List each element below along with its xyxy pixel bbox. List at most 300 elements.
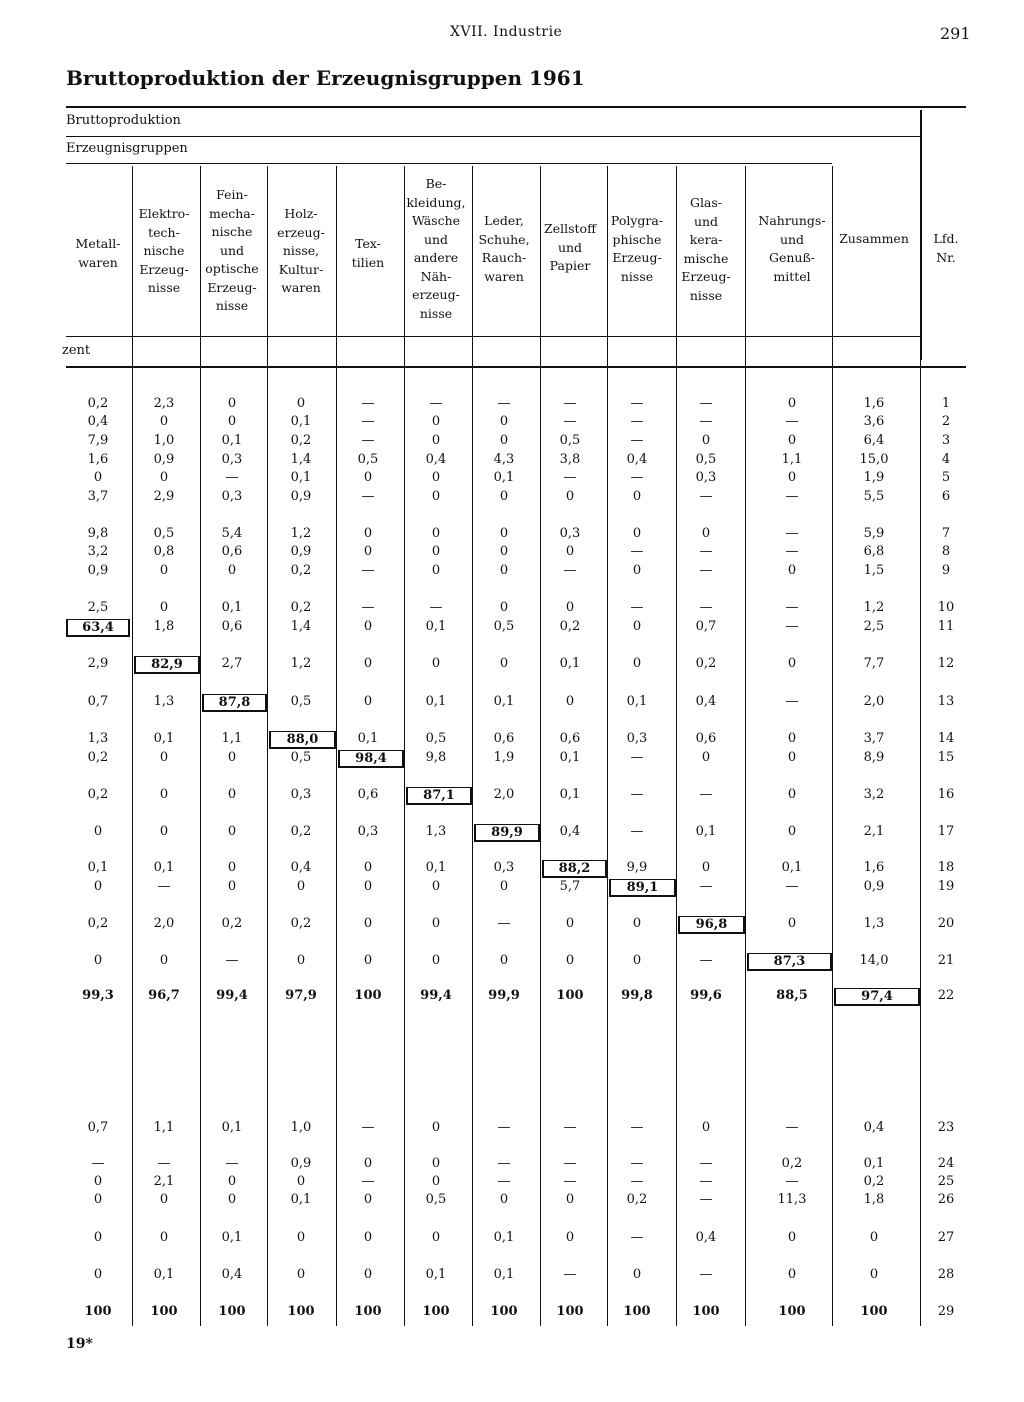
table-cell: 0 — [632, 953, 642, 968]
table-cell: 0,2 — [87, 750, 109, 765]
table-cell: 1,9 — [863, 470, 885, 485]
table-cell: 0,5 — [425, 731, 447, 746]
table-cell: 0 — [363, 694, 373, 709]
table-cell: 0,6 — [357, 787, 379, 802]
table-cell: 0 — [431, 544, 441, 559]
table-cell: 0 — [632, 916, 642, 931]
rule-group2 — [66, 163, 832, 164]
table-cell: 3,7 — [87, 489, 109, 504]
table-cell: 0 — [363, 1267, 373, 1282]
table-cell: 0 — [499, 563, 509, 578]
table-cell: 0 — [93, 1192, 103, 1207]
table-cell: — — [699, 414, 713, 429]
table-cell: — — [361, 563, 375, 578]
table-cell: 0,3 — [626, 731, 648, 746]
table-cell: 0 — [787, 433, 797, 448]
table-cell: 0 — [227, 414, 237, 429]
table-cell: 3,8 — [559, 452, 581, 467]
row-number: 4 — [941, 452, 951, 467]
table-cell: 0,4 — [425, 452, 447, 467]
table-cell: 9,8 — [425, 750, 447, 765]
column-divider — [336, 166, 337, 1326]
table-cell: 0 — [787, 563, 797, 578]
table-cell: 0 — [565, 694, 575, 709]
table-cell: 0 — [499, 414, 509, 429]
table-cell: 0,3 — [493, 860, 515, 875]
table-cell: 0 — [159, 824, 169, 839]
table-cell: 0 — [632, 563, 642, 578]
table-cell: 0 — [565, 600, 575, 615]
table-cell: 0,6 — [221, 544, 243, 559]
table-cell: 0 — [93, 470, 103, 485]
table-cell: — — [630, 600, 644, 615]
table-cell: — — [563, 396, 577, 411]
table-cell: 1,6 — [87, 452, 109, 467]
table-cell: — — [699, 544, 713, 559]
table-cell: 0,2 — [290, 600, 312, 615]
row-number: 12 — [937, 656, 955, 671]
table-cell: 0,2 — [290, 563, 312, 578]
table-cell: 0,5 — [695, 452, 717, 467]
table-cell: 0 — [701, 526, 711, 541]
table-cell: 1,3 — [425, 824, 447, 839]
table-cell: — — [630, 1120, 644, 1135]
table-cell: 0,1 — [493, 694, 515, 709]
table-cell: — — [563, 1174, 577, 1189]
table-cell: — — [630, 433, 644, 448]
column-divider — [267, 166, 268, 1326]
rule-head-bottom — [66, 336, 920, 337]
table-cell: 0 — [499, 489, 509, 504]
table-cell: 0,3 — [559, 526, 581, 541]
row-number: 10 — [937, 600, 955, 615]
table-cell: 0,1 — [221, 433, 243, 448]
table-cell: 0 — [227, 787, 237, 802]
table-cell: — — [630, 1174, 644, 1189]
table-cell: — — [785, 414, 799, 429]
table-cell: 0,5 — [493, 619, 515, 634]
table-cell: 0 — [159, 787, 169, 802]
table-cell: 100 — [490, 1304, 518, 1319]
table-cell: 0 — [787, 1230, 797, 1245]
table-cell: 0,3 — [357, 824, 379, 839]
table-cell: 0 — [499, 953, 509, 968]
table-cell: 97,4 — [834, 988, 920, 1006]
table-cell: 0,1 — [425, 619, 447, 634]
table-cell: 1,2 — [290, 656, 312, 671]
table-cell: 2,1 — [153, 1174, 175, 1189]
row-number: 21 — [937, 953, 955, 968]
table-cell: 0 — [431, 1120, 441, 1135]
table-cell: — — [699, 600, 713, 615]
table-cell: 0 — [363, 1230, 373, 1245]
table-cell: — — [699, 787, 713, 802]
table-cell: 5,9 — [863, 526, 885, 541]
table-cell: 100 — [150, 1304, 178, 1319]
table-cell: 0,5 — [559, 433, 581, 448]
table-cell: 0,2 — [290, 433, 312, 448]
column-divider — [404, 166, 405, 1326]
table-cell: 0,1 — [493, 470, 515, 485]
table-cell: 0 — [93, 1267, 103, 1282]
table-cell: 0,2 — [221, 916, 243, 931]
table-cell: — — [563, 1267, 577, 1282]
table-cell: 0,1 — [221, 1120, 243, 1135]
table-cell: — — [429, 396, 443, 411]
column-header: Elektro- tech- nische Erzeug- nisse — [138, 206, 190, 295]
table-cell: 4,3 — [493, 452, 515, 467]
page-title: Bruttoproduktion der Erzeugnisgruppen 1961 — [66, 66, 585, 90]
rule-group1 — [66, 136, 920, 137]
table-cell: 0 — [499, 433, 509, 448]
table-cell: 0 — [363, 953, 373, 968]
table-cell: 0,1 — [221, 600, 243, 615]
table-cell: 0 — [431, 1230, 441, 1245]
table-cell: — — [361, 1174, 375, 1189]
table-cell: 97,9 — [285, 988, 317, 1003]
row-number: 16 — [937, 787, 955, 802]
row-number: 13 — [937, 694, 955, 709]
table-cell: 0 — [159, 414, 169, 429]
table-cell: — — [497, 1174, 511, 1189]
table-cell: 88,5 — [776, 988, 808, 1003]
running-header: XVII. Industrie — [450, 24, 563, 40]
table-cell: 0,1 — [559, 656, 581, 671]
table-cell: 0 — [363, 1192, 373, 1207]
table-cell: 0 — [159, 1192, 169, 1207]
table-cell: 1,8 — [863, 1192, 885, 1207]
table-cell: 0 — [227, 879, 237, 894]
table-cell: 0,4 — [863, 1120, 885, 1135]
table-cell: 100 — [354, 988, 382, 1003]
table-cell: 11,3 — [777, 1192, 807, 1207]
table-cell: — — [157, 1156, 171, 1171]
column-header: Be- kleidung, Wäsche und andere Näh- erzeug- nisse — [406, 176, 466, 321]
table-cell: 2,3 — [153, 396, 175, 411]
table-cell: 100 — [218, 1304, 246, 1319]
table-cell: 0 — [431, 526, 441, 541]
row-number: 25 — [937, 1174, 955, 1189]
table-cell: 0,5 — [425, 1192, 447, 1207]
table-cell: — — [630, 414, 644, 429]
table-cell: 0 — [431, 916, 441, 931]
table-cell: 0 — [363, 619, 373, 634]
table-cell: 99,9 — [488, 988, 520, 1003]
table-cell: 0,4 — [221, 1267, 243, 1282]
table-cell: 0,1 — [153, 731, 175, 746]
table-cell: 0 — [632, 656, 642, 671]
table-cell: 0 — [296, 396, 306, 411]
table-cell: 0,2 — [626, 1192, 648, 1207]
table-cell: — — [699, 489, 713, 504]
table-cell: 2,0 — [153, 916, 175, 931]
table-cell: 1,5 — [863, 563, 885, 578]
table-cell: 7,9 — [87, 433, 109, 448]
table-cell: 0,1 — [357, 731, 379, 746]
table-cell: 0 — [431, 1174, 441, 1189]
table-cell: 0 — [93, 879, 103, 894]
table-cell: 1,0 — [153, 433, 175, 448]
table-cell: 1,2 — [863, 600, 885, 615]
table-cell: 0 — [227, 396, 237, 411]
table-cell: — — [630, 787, 644, 802]
table-cell: — — [497, 1156, 511, 1171]
column-divider — [540, 166, 541, 1326]
table-cell: 100 — [623, 1304, 651, 1319]
table-cell: 0,2 — [290, 824, 312, 839]
table-cell: 0,1 — [290, 414, 312, 429]
table-cell: 0 — [159, 953, 169, 968]
row-number: 3 — [941, 433, 951, 448]
table-cell: — — [225, 1156, 239, 1171]
table-cell: 88,2 — [542, 860, 607, 878]
table-cell: 1,1 — [153, 1120, 175, 1135]
table-cell: 3,6 — [863, 414, 885, 429]
table-cell: 0,2 — [781, 1156, 803, 1171]
table-cell: 99,6 — [690, 988, 722, 1003]
table-cell: 1,6 — [863, 396, 885, 411]
row-number: 6 — [941, 489, 951, 504]
table-cell: 0 — [869, 1230, 879, 1245]
table-cell: 0 — [431, 656, 441, 671]
table-cell: 0,1 — [425, 860, 447, 875]
table-cell: 1,9 — [493, 750, 515, 765]
table-cell: 100 — [556, 1304, 584, 1319]
table-cell: 0 — [296, 879, 306, 894]
table-cell: 87,8 — [202, 694, 267, 712]
table-cell: 9,8 — [87, 526, 109, 541]
table-cell: 0 — [296, 1267, 306, 1282]
table-cell: 0 — [363, 544, 373, 559]
table-cell: 100 — [556, 988, 584, 1003]
table-cell: 0,2 — [87, 787, 109, 802]
table-cell: 0,1 — [863, 1156, 885, 1171]
table-cell: 0 — [787, 656, 797, 671]
page-number: 291 — [940, 24, 971, 43]
unit-fragment: zent — [62, 343, 91, 358]
table-cell: 0 — [701, 750, 711, 765]
column-header: Zellstoff und Papier — [544, 221, 596, 273]
table-cell: 0,3 — [290, 787, 312, 802]
table-cell: — — [630, 1230, 644, 1245]
row-number: 7 — [941, 526, 951, 541]
table-cell: 0,6 — [493, 731, 515, 746]
table-cell: 6,8 — [863, 544, 885, 559]
table-cell: 0 — [565, 1230, 575, 1245]
table-cell: 1,6 — [863, 860, 885, 875]
table-cell: 0,1 — [493, 1230, 515, 1245]
table-cell: — — [785, 1174, 799, 1189]
table-cell: — — [225, 470, 239, 485]
table-cell: 0,5 — [290, 694, 312, 709]
table-cell: — — [699, 1156, 713, 1171]
table-cell: 0,2 — [559, 619, 581, 634]
table-cell: 0 — [363, 470, 373, 485]
table-cell: 5,5 — [863, 489, 885, 504]
row-number: 29 — [937, 1304, 955, 1319]
table-cell: — — [563, 1156, 577, 1171]
table-cell: 1,4 — [290, 619, 312, 634]
row-number: 14 — [937, 731, 955, 746]
table-cell: 100 — [287, 1304, 315, 1319]
rule-body-top — [66, 366, 966, 368]
rule-top — [66, 106, 966, 108]
table-cell: 0 — [431, 953, 441, 968]
table-cell: 2,9 — [87, 656, 109, 671]
table-cell: 0 — [499, 1192, 509, 1207]
table-cell: — — [563, 1120, 577, 1135]
table-cell: 0,5 — [153, 526, 175, 541]
table-cell: 0 — [227, 860, 237, 875]
table-cell: 3,7 — [863, 731, 885, 746]
table-cell: 15,0 — [859, 452, 889, 467]
table-cell: 100 — [860, 1304, 888, 1319]
table-cell: — — [361, 433, 375, 448]
row-number: 11 — [937, 619, 955, 634]
row-number: 8 — [941, 544, 951, 559]
column-header: Glas- und kera- mische Erzeug- nisse — [681, 195, 731, 303]
column-header: Leder, Schuhe, Rauch- waren — [478, 213, 530, 284]
table-cell: 0,2 — [695, 656, 717, 671]
table-cell: 0 — [787, 824, 797, 839]
table-cell: 0 — [159, 1230, 169, 1245]
table-cell: 5,7 — [559, 879, 581, 894]
table-cell: 0,9 — [290, 489, 312, 504]
table-cell: — — [563, 563, 577, 578]
table-cell: — — [361, 396, 375, 411]
table-cell: 0,1 — [221, 1230, 243, 1245]
table-cell: 0 — [787, 916, 797, 931]
column-header: Holz- erzeug- nisse, Kultur- waren — [277, 206, 325, 295]
table-cell: 0,1 — [626, 694, 648, 709]
table-cell: 0 — [227, 824, 237, 839]
table-cell: — — [630, 396, 644, 411]
table-cell: 7,7 — [863, 656, 885, 671]
table-cell: 0 — [296, 1174, 306, 1189]
table-cell: — — [157, 879, 171, 894]
table-cell: — — [429, 600, 443, 615]
table-cell: — — [785, 879, 799, 894]
table-cell: 0 — [565, 544, 575, 559]
table-cell: — — [91, 1156, 105, 1171]
table-cell: 87,3 — [747, 953, 832, 971]
table-cell: 14,0 — [859, 953, 889, 968]
table-cell: — — [785, 619, 799, 634]
column-header: Tex- tilien — [351, 236, 385, 270]
column-divider — [607, 166, 608, 1326]
table-cell: — — [497, 916, 511, 931]
table-cell: 0 — [499, 600, 509, 615]
table-cell: — — [497, 1120, 511, 1135]
row-number: 19 — [937, 879, 955, 894]
table-cell: — — [225, 953, 239, 968]
table-cell: 2,5 — [87, 600, 109, 615]
table-cell: 0 — [565, 953, 575, 968]
table-cell: — — [785, 600, 799, 615]
table-cell: 0 — [431, 489, 441, 504]
table-cell: 87,1 — [406, 787, 472, 805]
table-cell: 2,0 — [863, 694, 885, 709]
table-cell: — — [699, 879, 713, 894]
table-cell: — — [361, 489, 375, 504]
table-cell: 0,6 — [559, 731, 581, 746]
table-cell: 0 — [431, 414, 441, 429]
table-cell: 2,0 — [493, 787, 515, 802]
table-cell: 0 — [93, 953, 103, 968]
table-cell: 0,1 — [153, 1267, 175, 1282]
table-cell: 0,3 — [221, 452, 243, 467]
column-divider — [676, 166, 677, 1326]
table-cell: 0 — [499, 879, 509, 894]
table-cell: — — [699, 953, 713, 968]
group-label-bruttoproduktion: Bruttoproduktion — [66, 113, 181, 128]
table-cell: 0,2 — [87, 396, 109, 411]
table-cell: 0,1 — [493, 1267, 515, 1282]
table-cell: 98,4 — [338, 750, 404, 768]
table-cell: 0 — [787, 787, 797, 802]
table-cell: 100 — [354, 1304, 382, 1319]
table-cell: 0 — [227, 1192, 237, 1207]
table-cell: 0,4 — [87, 414, 109, 429]
table-cell: 8,9 — [863, 750, 885, 765]
table-cell: 0 — [93, 1230, 103, 1245]
table-cell: — — [563, 414, 577, 429]
table-cell: 0 — [431, 433, 441, 448]
table-cell: 0,2 — [863, 1174, 885, 1189]
table-cell: — — [785, 526, 799, 541]
table-cell: — — [699, 1192, 713, 1207]
table-cell: 0 — [632, 619, 642, 634]
table-cell: 0 — [227, 750, 237, 765]
table-cell: 0 — [431, 879, 441, 894]
table-cell: 2,7 — [221, 656, 243, 671]
table-cell: 0,4 — [626, 452, 648, 467]
table-cell: 0 — [363, 916, 373, 931]
table-cell: — — [361, 1120, 375, 1135]
table-cell: 0 — [565, 1192, 575, 1207]
table-cell: — — [699, 1267, 713, 1282]
table-cell: — — [699, 563, 713, 578]
table-cell: 0,1 — [425, 694, 447, 709]
table-cell: 2,9 — [153, 489, 175, 504]
table-cell: 0,2 — [87, 916, 109, 931]
table-cell: 0 — [701, 1120, 711, 1135]
table-cell: 0,9 — [153, 452, 175, 467]
table-cell: 0 — [93, 824, 103, 839]
table-cell: 89,9 — [474, 824, 540, 842]
table-cell: 0,5 — [357, 452, 379, 467]
table-cell: 1,1 — [781, 452, 803, 467]
table-cell: 1,1 — [221, 731, 243, 746]
row-number: 23 — [937, 1120, 955, 1135]
table-cell: 2,1 — [863, 824, 885, 839]
row-number: 27 — [937, 1230, 955, 1245]
table-cell: 2,5 — [863, 619, 885, 634]
table-cell: 1,8 — [153, 619, 175, 634]
row-number: 1 — [941, 396, 951, 411]
table-cell: — — [630, 750, 644, 765]
table-cell: 1,3 — [153, 694, 175, 709]
table-cell: 88,0 — [269, 731, 336, 749]
row-number: 18 — [937, 860, 955, 875]
table-cell: 0 — [787, 750, 797, 765]
table-cell: 0,1 — [290, 1192, 312, 1207]
table-cell: 0 — [93, 1174, 103, 1189]
table-cell: 0 — [227, 1174, 237, 1189]
table-cell: 0 — [363, 656, 373, 671]
column-divider — [472, 166, 473, 1326]
table-cell: 0 — [296, 953, 306, 968]
